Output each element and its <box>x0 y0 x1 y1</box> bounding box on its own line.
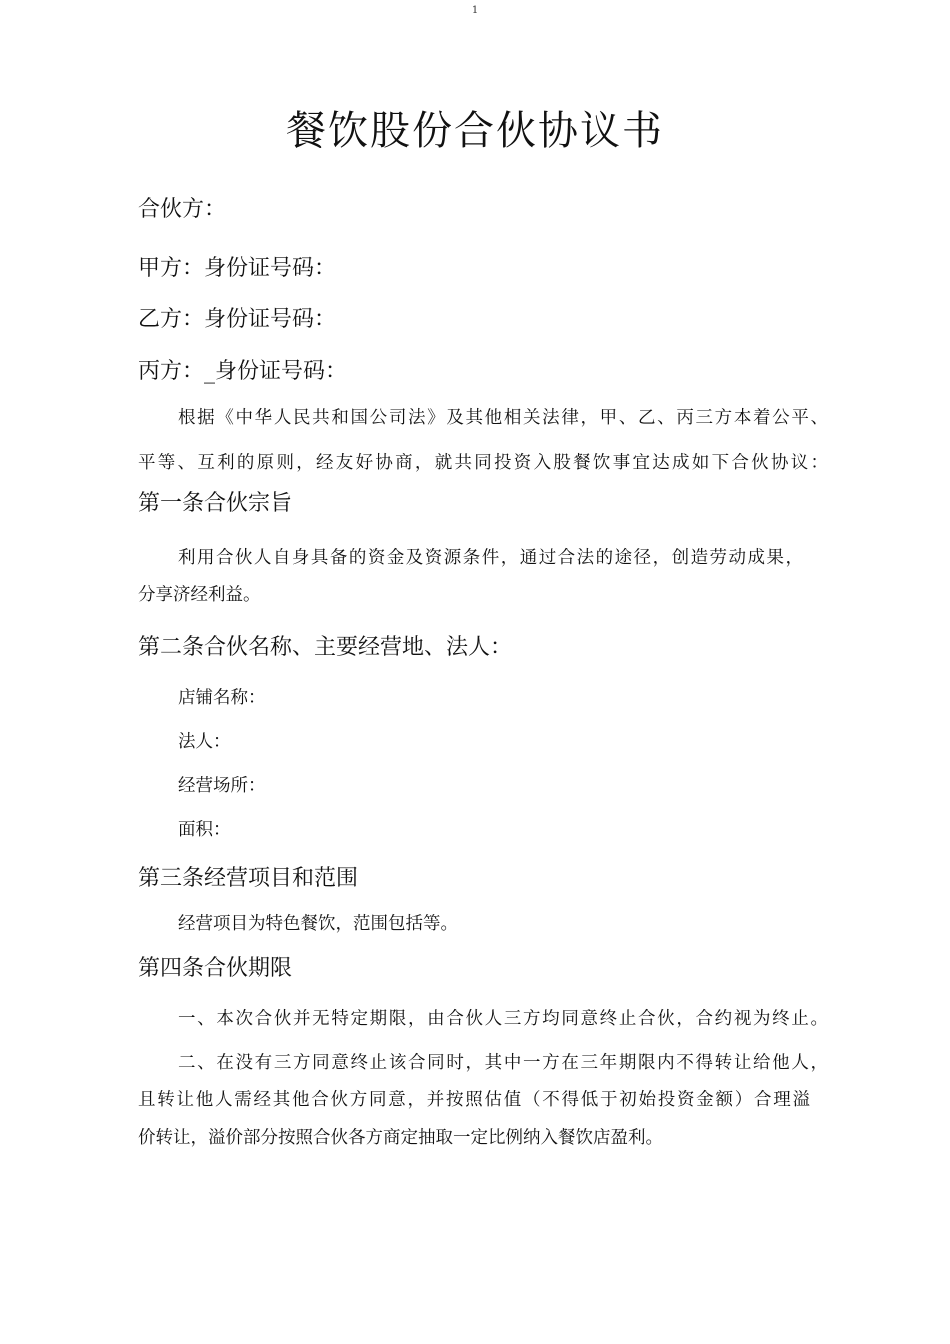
article-2-heading: 第二条合伙名称、主要经营地、法人： <box>138 635 513 660</box>
article-3-line-1: 经营项目为特色餐饮，范围包括等。 <box>178 914 458 934</box>
article-1-line-2: 分享济经利益。 <box>138 585 261 605</box>
page-number: 1 <box>471 5 479 16</box>
area-field: 面积： <box>178 820 231 840</box>
premises-field: 经营场所： <box>178 776 266 796</box>
article-4-clause-2-line-3: 价转让，溢价部分按照合伙各方商定抽取一定比例纳入餐饮店盈利。 <box>138 1128 663 1148</box>
party-b-line: 乙方：身份证号码： <box>138 307 337 332</box>
intro-line-1: 根据《中华人民共和国公司法》及其他相关法律，甲、乙、丙三方本着公平、 <box>178 408 828 428</box>
article-1-line-1: 利用合伙人自身具备的资金及资源条件，通过合法的途径，创造劳动成果， <box>178 548 803 568</box>
article-4-heading: 第四条合伙期限 <box>138 956 293 981</box>
intro-line-2: 平等、互利的原则，经友好协商，就共同投资入股餐饮事宜达成如下合伙协议： <box>138 453 828 473</box>
store-name-field: 店铺名称： <box>178 688 266 708</box>
article-1-heading: 第一条合伙宗旨 <box>138 491 293 516</box>
party-a-line: 甲方：身份证号码： <box>138 256 337 281</box>
article-4-clause-2-line-1: 二、在没有三方同意终止该合同时，其中一方在三年期限内不得转让给他人， <box>178 1053 828 1073</box>
party-c-line: 丙方：_身份证号码： <box>138 359 348 384</box>
article-4-clause-1: 一、本次合伙并无特定期限，由合伙人三方均同意终止合伙，合约视为终止。 <box>178 1009 828 1029</box>
document-title: 餐饮股份合伙协议书 <box>286 108 664 154</box>
article-4-clause-2-line-2: 且转让他人需经其他合伙方同意，并按照估值（不得低于初始投资金额）合理溢 <box>138 1090 810 1110</box>
article-3-heading: 第三条经营项目和范围 <box>138 866 359 891</box>
legal-person-field: 法人： <box>178 732 231 752</box>
parties-heading: 合伙方： <box>138 197 227 222</box>
